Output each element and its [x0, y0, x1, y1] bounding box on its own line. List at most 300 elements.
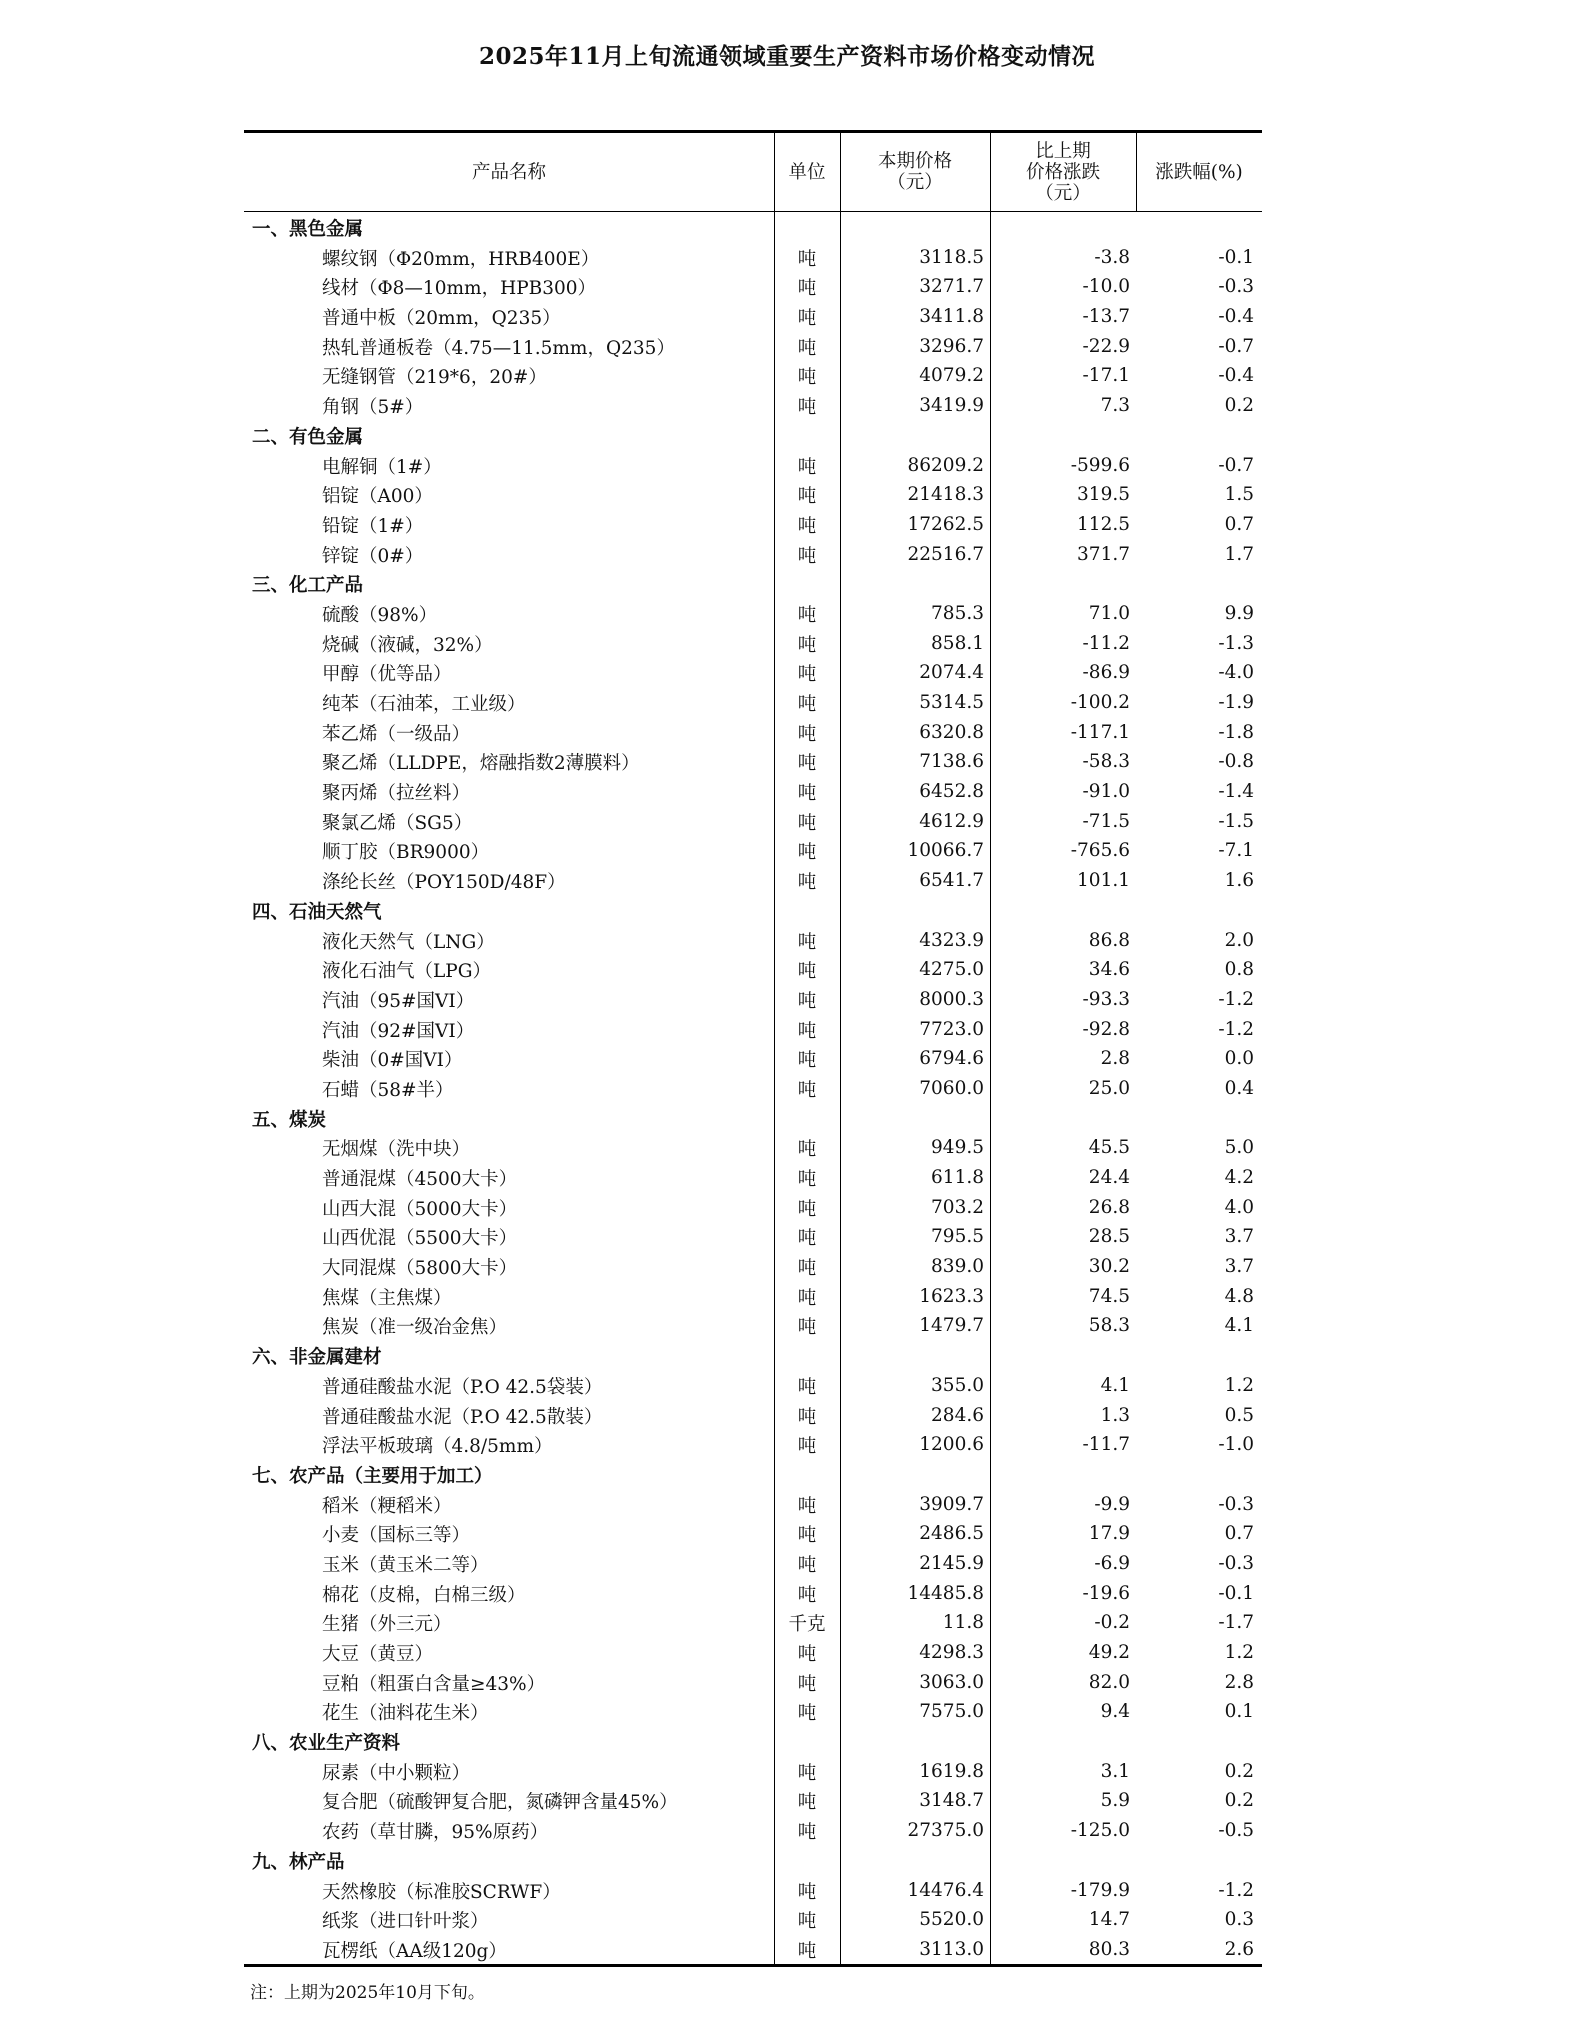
percent-cell: -4.0	[1218, 662, 1254, 684]
category-label: 三、化工产品	[252, 575, 364, 597]
price-cell: 1619.8	[919, 1760, 984, 1782]
unit-cell: 吨	[797, 1881, 817, 1903]
product-name: 普通硅酸盐水泥（P.O 42.5散装）	[322, 1406, 603, 1428]
change-cell: 74.5	[1088, 1285, 1130, 1307]
category-row	[244, 1459, 1262, 1489]
price-cell: 2145.9	[919, 1552, 984, 1574]
table-row	[244, 657, 1262, 687]
category-row	[244, 568, 1262, 598]
percent-cell: 2.0	[1224, 929, 1254, 951]
change-cell: -71.5	[1082, 810, 1130, 832]
percent-cell: 2.8	[1224, 1671, 1254, 1693]
unit-cell: 吨	[797, 783, 817, 805]
change-cell: -179.9	[1070, 1879, 1130, 1901]
header-product-name: 产品名称	[471, 161, 546, 183]
change-cell: -10.0	[1082, 276, 1130, 298]
product-name: 浮法平板玻璃（4.8/5mm）	[322, 1436, 553, 1458]
price-cell: 6794.6	[919, 1048, 984, 1070]
unit-cell: 吨	[797, 545, 817, 567]
unit-cell: 吨	[797, 1376, 817, 1398]
product-name: 焦煤（主焦煤）	[322, 1287, 452, 1309]
percent-cell: -1.3	[1218, 632, 1254, 654]
change-cell: 4.1	[1100, 1374, 1130, 1396]
product-name: 玉米（黄玉米二等）	[322, 1554, 489, 1576]
unit-cell: 吨	[797, 456, 817, 478]
percent-cell: -0.7	[1218, 454, 1254, 476]
unit-cell: 吨	[797, 1020, 817, 1042]
table-row	[244, 242, 1262, 272]
product-name: 聚丙烯（拉丝料）	[322, 783, 471, 805]
change-cell: -22.9	[1082, 335, 1130, 357]
percent-cell: 0.2	[1224, 1760, 1254, 1782]
change-cell: 49.2	[1088, 1642, 1130, 1663]
unit-cell: 吨	[797, 337, 817, 359]
percent-cell: 0.2	[1224, 1790, 1254, 1812]
table-row	[244, 1400, 1262, 1430]
table-row	[244, 954, 1262, 984]
percent-cell: -0.7	[1218, 335, 1254, 357]
change-cell: 101.1	[1077, 870, 1130, 892]
price-cell: 6541.7	[919, 870, 984, 892]
product-name: 复合肥（硫酸钾复合肥，氮磷钾含量45%）	[322, 1792, 678, 1814]
unit-cell: 吨	[797, 1940, 817, 1962]
product-name: 稻米（粳稻米）	[322, 1495, 452, 1517]
percent-cell: 4.8	[1224, 1285, 1254, 1307]
table-row	[244, 1607, 1262, 1637]
product-name: 聚乙烯（LLDPE，熔融指数2薄膜料）	[322, 753, 640, 775]
unit-cell: 吨	[797, 1762, 817, 1784]
change-cell: -91.0	[1082, 781, 1130, 803]
table-row	[244, 1489, 1262, 1519]
product-name: 甲醇（优等品）	[322, 664, 452, 686]
price-cell: 703.2	[931, 1196, 984, 1218]
price-cell: 858.1	[931, 632, 984, 654]
unit-cell: 吨	[797, 931, 817, 953]
unit-cell: 吨	[797, 1911, 817, 1933]
table-row	[244, 1637, 1262, 1667]
product-name: 液化天然气（LNG）	[322, 931, 495, 953]
header-change-percent: 涨跌幅(%)	[1155, 161, 1243, 183]
change-cell: -125.0	[1070, 1820, 1130, 1842]
table-row	[244, 598, 1262, 628]
percent-cell: -0.4	[1218, 306, 1254, 328]
unit-cell: 吨	[797, 1317, 817, 1339]
product-name: 硫酸（98%）	[322, 604, 438, 626]
change-cell: 1.3	[1100, 1404, 1130, 1426]
change-cell: -599.6	[1070, 454, 1130, 476]
change-cell: 82.0	[1088, 1671, 1130, 1693]
price-cell: 2486.5	[919, 1523, 984, 1545]
product-name: 锌锭（0#）	[322, 545, 424, 567]
percent-cell: 2.6	[1224, 1938, 1254, 1960]
table-row	[244, 806, 1262, 836]
percent-cell: -0.1	[1218, 246, 1254, 268]
percent-cell: 0.1	[1224, 1701, 1254, 1723]
price-cell: 355.0	[931, 1374, 984, 1396]
percent-cell: 0.5	[1224, 1404, 1254, 1426]
product-name: 纸浆（进口针叶浆）	[322, 1911, 489, 1933]
product-name: 焦炭（准一级冶金焦）	[322, 1317, 508, 1339]
unit-cell: 吨	[797, 664, 817, 686]
table-row	[244, 1696, 1262, 1726]
change-cell: -92.8	[1082, 1018, 1130, 1040]
unit-cell: 吨	[797, 961, 817, 983]
change-cell: -6.9	[1094, 1552, 1130, 1574]
percent-cell: 0.8	[1224, 959, 1254, 981]
category-label: 七、农产品（主要用于加工）	[252, 1465, 493, 1487]
product-name: 无烟煤（洗中块）	[322, 1139, 471, 1161]
table-row	[244, 1518, 1262, 1548]
price-cell: 1623.3	[919, 1285, 984, 1307]
table-row	[244, 1548, 1262, 1578]
product-name: 棉花（皮棉，白棉三级）	[322, 1584, 526, 1606]
price-cell: 949.5	[931, 1137, 984, 1159]
change-cell: -0.2	[1094, 1612, 1130, 1634]
unit-cell: 吨	[797, 1495, 817, 1517]
table-row	[244, 1875, 1262, 1905]
product-name: 大豆（黄豆）	[322, 1644, 434, 1665]
percent-cell: -1.8	[1218, 721, 1254, 743]
price-cell: 7060.0	[919, 1077, 984, 1099]
product-name: 螺纹钢（Φ20mm，HRB400E）	[322, 248, 600, 270]
table-row	[244, 1429, 1262, 1459]
price-cell: 795.5	[931, 1226, 984, 1248]
unit-cell: 吨	[797, 1228, 817, 1250]
unit-cell: 吨	[797, 872, 817, 894]
price-cell: 14476.4	[907, 1879, 984, 1901]
table-row	[244, 984, 1262, 1014]
unit-cell: 吨	[797, 1792, 817, 1814]
unit-cell: 吨	[797, 1050, 817, 1072]
percent-cell: 0.7	[1224, 1523, 1254, 1545]
unit-cell: 吨	[797, 723, 817, 745]
product-name: 小麦（国标三等）	[322, 1525, 471, 1547]
percent-cell: -1.2	[1218, 1879, 1254, 1901]
price-cell: 11.8	[942, 1612, 984, 1634]
product-name: 豆粕（粗蛋白含量≥43%）	[322, 1673, 546, 1695]
price-cell: 4079.2	[919, 365, 984, 387]
unit-cell: 吨	[797, 1703, 817, 1725]
percent-cell: -7.1	[1218, 840, 1254, 862]
product-name: 石蜡（58#半）	[322, 1079, 454, 1101]
table-row	[244, 1815, 1262, 1845]
change-cell: -11.2	[1082, 632, 1130, 654]
unit-cell: 吨	[797, 1079, 817, 1101]
unit-cell: 吨	[797, 1822, 817, 1844]
page-title: 2025年11月上旬流通领域重要生产资料市场价格变动情况	[478, 43, 1096, 70]
unit-cell: 吨	[797, 604, 817, 626]
table-row	[244, 360, 1262, 390]
percent-cell: 0.4	[1224, 1077, 1254, 1099]
change-cell: 17.9	[1088, 1523, 1130, 1545]
percent-cell: 3.7	[1224, 1256, 1254, 1278]
price-cell: 3419.9	[919, 395, 984, 417]
change-cell: 86.8	[1088, 929, 1130, 951]
category-label: 五、煤炭	[252, 1109, 327, 1131]
column-divider	[1136, 130, 1137, 211]
unit-cell: 吨	[797, 812, 817, 834]
unit-cell: 吨	[797, 1169, 817, 1190]
percent-cell: 4.1	[1224, 1315, 1254, 1337]
percent-cell: -0.3	[1218, 1552, 1254, 1574]
table-row	[244, 628, 1262, 658]
percent-cell: 9.9	[1224, 602, 1254, 624]
table-row	[244, 1310, 1262, 1340]
product-name: 瓦楞纸（AA级120g）	[322, 1940, 507, 1962]
price-cell: 611.8	[931, 1167, 984, 1188]
change-cell: 5.9	[1100, 1790, 1130, 1812]
table-row	[244, 1251, 1262, 1281]
table-row	[244, 1756, 1262, 1786]
change-cell: 28.5	[1088, 1226, 1130, 1248]
unit-cell: 吨	[797, 1673, 817, 1695]
product-name: 普通硅酸盐水泥（P.O 42.5袋装）	[322, 1376, 603, 1398]
product-name: 无缝钢管（219*6，20#）	[322, 367, 547, 389]
table-header	[244, 130, 1262, 212]
percent-cell: 1.2	[1224, 1374, 1254, 1396]
percent-cell: 5.0	[1224, 1137, 1254, 1159]
price-cell: 5314.5	[919, 692, 984, 713]
price-cell: 8000.3	[919, 988, 984, 1010]
change-cell: 45.5	[1088, 1137, 1130, 1159]
table-row	[244, 450, 1262, 480]
percent-cell: -0.3	[1218, 276, 1254, 298]
unit-cell: 吨	[797, 248, 817, 270]
change-cell: 3.1	[1100, 1760, 1130, 1782]
price-cell: 3271.7	[919, 276, 984, 298]
category-row	[244, 212, 1262, 242]
percent-cell: 0.3	[1224, 1909, 1254, 1931]
table-row	[244, 865, 1262, 895]
change-cell: 26.8	[1088, 1196, 1130, 1218]
product-name: 烧碱（液碱，32%）	[322, 634, 493, 656]
price-cell: 3411.8	[919, 306, 984, 328]
unit-cell: 吨	[797, 842, 817, 864]
percent-cell: -0.8	[1218, 751, 1254, 773]
category-row	[244, 1726, 1262, 1756]
product-name: 纯苯（石油苯，工业级）	[322, 694, 526, 715]
percent-cell: 4.2	[1224, 1167, 1254, 1188]
product-name: 电解铜（1#）	[322, 456, 442, 478]
price-cell: 2074.4	[919, 662, 984, 684]
table-row	[244, 687, 1262, 717]
table-row	[244, 1221, 1262, 1251]
price-cell: 1479.7	[919, 1315, 984, 1337]
price-cell: 5520.0	[919, 1909, 984, 1931]
category-label: 八、农业生产资料	[252, 1733, 401, 1755]
percent-cell: -1.7	[1218, 1612, 1254, 1634]
change-cell: 9.4	[1100, 1701, 1130, 1723]
price-cell: 17262.5	[907, 513, 984, 535]
table-row	[244, 1014, 1262, 1044]
price-cell: 6320.8	[919, 721, 984, 743]
price-cell: 7138.6	[919, 751, 984, 773]
product-name: 角钢（5#）	[322, 397, 424, 419]
change-cell: -100.2	[1070, 692, 1130, 713]
product-name: 液化石油气（LPG）	[322, 961, 492, 983]
column-divider	[990, 130, 991, 1967]
unit-cell: 吨	[797, 1554, 817, 1576]
price-cell: 785.3	[931, 602, 984, 624]
product-name: 聚氯乙烯（SG5）	[322, 812, 473, 834]
percent-cell: 1.6	[1224, 870, 1254, 892]
percent-cell: -0.1	[1218, 1582, 1254, 1604]
change-cell: 371.7	[1077, 543, 1130, 565]
product-name: 大同混煤（5800大卡）	[322, 1258, 518, 1280]
unit-cell: 吨	[797, 367, 817, 389]
table-row	[244, 1667, 1262, 1697]
product-name: 农药（草甘膦，95%原药）	[322, 1822, 549, 1844]
category-row	[244, 895, 1262, 925]
column-divider	[774, 130, 775, 1967]
category-row	[244, 420, 1262, 450]
change-cell: -117.1	[1070, 721, 1130, 743]
change-cell: 112.5	[1077, 513, 1130, 535]
price-cell: 7723.0	[919, 1018, 984, 1040]
percent-cell: -0.5	[1218, 1820, 1254, 1842]
percent-cell: 3.7	[1224, 1226, 1254, 1248]
price-cell: 6452.8	[919, 781, 984, 803]
percent-cell: 0.7	[1224, 513, 1254, 535]
percent-cell: -1.2	[1218, 1018, 1254, 1040]
category-label: 六、非金属建材	[252, 1347, 382, 1369]
price-cell: 14485.8	[907, 1582, 984, 1604]
table-row	[244, 746, 1262, 776]
price-cell: 839.0	[931, 1256, 984, 1278]
unit-cell: 吨	[797, 1258, 817, 1280]
table-row	[244, 539, 1262, 569]
change-cell: -86.9	[1082, 662, 1130, 684]
product-name: 铝锭（A00）	[322, 486, 433, 508]
percent-cell: -0.4	[1218, 365, 1254, 387]
change-cell: 71.0	[1088, 602, 1130, 624]
table-row	[244, 271, 1262, 301]
product-name: 天然橡胶（标准胶SCRWF）	[322, 1881, 561, 1903]
table-row	[244, 1785, 1262, 1815]
price-cell: 3113.0	[919, 1938, 984, 1960]
percent-cell: -1.2	[1218, 988, 1254, 1010]
table-row	[244, 835, 1262, 865]
category-label: 四、石油天然气	[252, 901, 382, 923]
unit-cell: 吨	[797, 397, 817, 419]
price-cell: 3909.7	[919, 1493, 984, 1515]
product-name: 热轧普通板卷（4.75—11.5mm，Q235）	[322, 337, 675, 359]
product-name: 柴油（0#国VI）	[322, 1050, 463, 1072]
percent-cell: 1.5	[1224, 484, 1254, 506]
change-cell: -93.3	[1082, 988, 1130, 1010]
table-row	[244, 509, 1262, 539]
change-cell: 24.4	[1088, 1167, 1130, 1188]
change-cell: -9.9	[1094, 1493, 1130, 1515]
change-cell: -58.3	[1082, 751, 1130, 773]
price-cell: 4275.0	[919, 959, 984, 981]
product-name: 汽油（95#国VI）	[322, 990, 475, 1012]
table-row	[244, 1162, 1262, 1192]
unit-cell: 吨	[797, 1436, 817, 1458]
change-cell: -19.6	[1082, 1582, 1130, 1604]
unit-cell: 吨	[797, 634, 817, 656]
table-row	[244, 1043, 1262, 1073]
category-row	[244, 1340, 1262, 1370]
price-cell: 1200.6	[919, 1434, 984, 1456]
category-label: 一、黑色金属	[252, 219, 364, 240]
category-label: 二、有色金属	[252, 426, 364, 448]
unit-cell: 吨	[797, 1525, 817, 1547]
table-row	[244, 301, 1262, 331]
table-row	[244, 717, 1262, 747]
change-cell: 25.0	[1088, 1077, 1130, 1099]
product-name: 汽油（92#国VI）	[322, 1020, 475, 1042]
table-bottom-rule	[244, 1964, 1262, 1967]
unit-cell: 吨	[797, 1584, 817, 1606]
column-divider	[840, 130, 841, 1967]
change-cell: -765.6	[1070, 840, 1130, 862]
product-name: 生猪（外三元）	[322, 1614, 452, 1636]
unit-cell: 吨	[797, 694, 817, 715]
price-cell: 3148.7	[919, 1790, 984, 1812]
change-cell: 30.2	[1088, 1256, 1130, 1278]
change-cell: -17.1	[1082, 365, 1130, 387]
change-cell: 7.3	[1100, 395, 1130, 417]
price-cell: 21418.3	[907, 484, 984, 506]
footnote: 注：上期为2025年10月下旬。	[250, 1983, 485, 2003]
unit-cell: 吨	[797, 278, 817, 300]
percent-cell: 0.0	[1224, 1048, 1254, 1070]
header-current-price: 本期价格 （元）	[877, 151, 952, 193]
percent-cell: 0.2	[1224, 395, 1254, 417]
product-name: 苯乙烯（一级品）	[322, 723, 471, 745]
percent-cell: -1.4	[1218, 781, 1254, 803]
header-unit: 单位	[788, 161, 826, 183]
price-cell: 10066.7	[907, 840, 984, 862]
product-name: 顺丁胶（BR9000）	[322, 842, 490, 864]
unit-cell: 吨	[797, 1198, 817, 1220]
category-row	[244, 1103, 1262, 1133]
percent-cell: 4.0	[1224, 1196, 1254, 1218]
change-cell: 58.3	[1088, 1315, 1130, 1337]
price-cell: 4323.9	[919, 929, 984, 951]
change-cell: 319.5	[1077, 484, 1130, 506]
unit-cell: 千克	[788, 1614, 826, 1636]
change-cell: 2.8	[1100, 1048, 1130, 1070]
unit-cell: 吨	[797, 1139, 817, 1161]
percent-cell: 1.2	[1224, 1642, 1254, 1663]
product-name: 铅锭（1#）	[322, 515, 424, 537]
table-row	[244, 331, 1262, 361]
category-row	[244, 1845, 1262, 1875]
table-row	[244, 1192, 1262, 1222]
table-row	[244, 479, 1262, 509]
table-row	[244, 1132, 1262, 1162]
table-row	[244, 1934, 1262, 1964]
product-name: 尿素（中小颗粒）	[322, 1762, 471, 1784]
unit-cell: 吨	[797, 1406, 817, 1428]
change-cell: 80.3	[1088, 1938, 1130, 1960]
price-cell: 284.6	[931, 1404, 984, 1426]
header-price-change: 比上期 价格涨跌 （元）	[1025, 140, 1100, 204]
change-cell: 34.6	[1088, 959, 1130, 981]
percent-cell: -0.3	[1218, 1493, 1254, 1515]
price-cell: 27375.0	[907, 1820, 984, 1842]
percent-cell: 1.7	[1224, 543, 1254, 565]
table-row	[244, 390, 1262, 420]
price-cell: 7575.0	[919, 1701, 984, 1723]
unit-cell: 吨	[797, 1287, 817, 1309]
price-table	[244, 130, 1262, 1967]
price-cell: 3296.7	[919, 335, 984, 357]
price-cell: 86209.2	[907, 454, 984, 476]
change-cell: -11.7	[1082, 1434, 1130, 1456]
